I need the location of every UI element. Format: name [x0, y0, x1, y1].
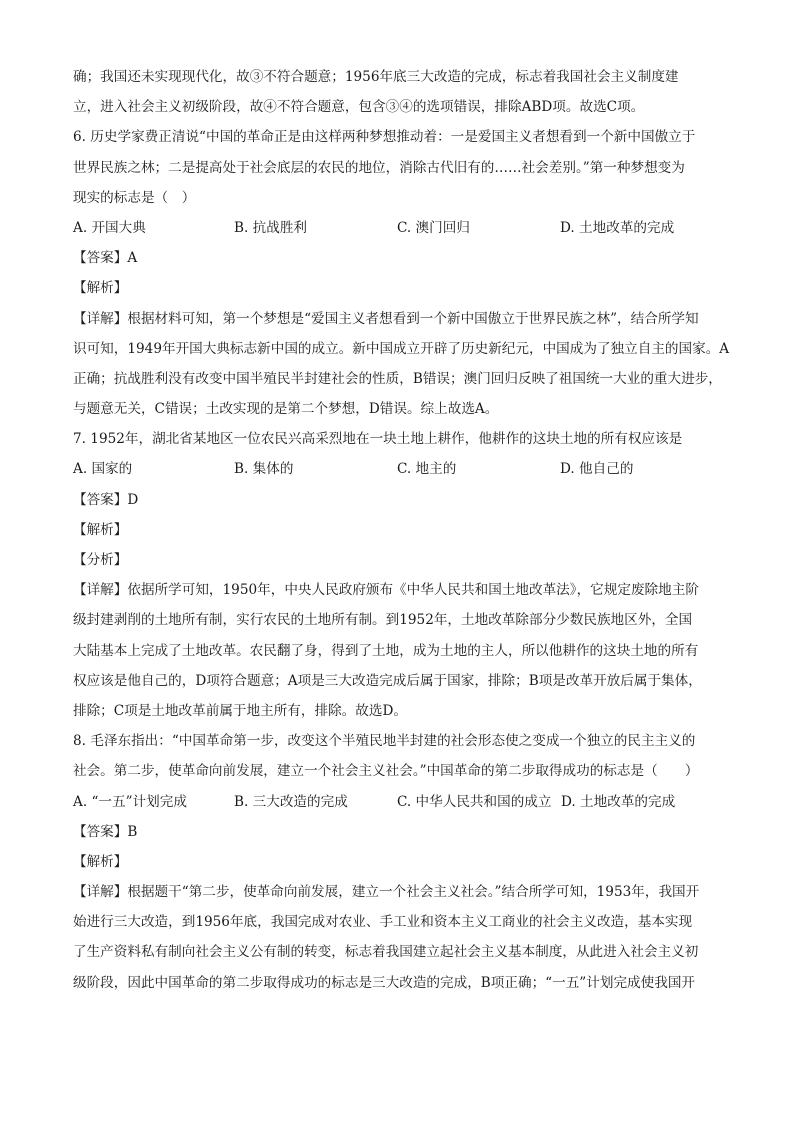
document-page: [73, 62, 753, 998]
option-a: A. “一五”计划完成: [73, 793, 187, 810]
option-a: A. 国家的: [73, 461, 133, 478]
option-b: B. 抗战胜利: [234, 219, 308, 236]
question-8-stem: 8. 毛泽东指出：“中国革命第一步，改变这个半殖民地半封建的社会形态使之变成一个独立的民主主义的: [73, 733, 696, 750]
question-7-options: [73, 454, 753, 484]
detail-line: 与题意无关，C错误；土改实现的是第二个梦想，D错误。综上故选A。: [73, 401, 499, 418]
detail-line: 识可知，1949年开国大典标志新中国的成立。新中国成立开辟了历史新纪元，中国成为了独立自主的国家。A: [73, 340, 730, 357]
detail-line: 正确；抗战胜利没有改变中国半殖民半封建社会的性质，B错误；澳门回归反映了祖国统一大业的重大进步，: [73, 370, 722, 387]
detail-line: 了生产资料私有制向社会主义公有制的转变，标志着我国建立起社会主义基本制度，从此进入社会主义初: [73, 944, 699, 961]
analysis-label: 【解析】: [73, 280, 128, 297]
detail-line: 级阶段，因此中国革命的第二步取得成功的标志是三大改造的完成，B项正确；“一五”计划完成使我国开: [73, 974, 696, 991]
question-8-options: [73, 787, 753, 817]
detail-line: 始进行三大改造，到1956年底，我国完成对农业、手工业和资本主义工商业的社会主义改造，基本实现: [73, 914, 693, 931]
option-c: C. 地主的: [397, 461, 457, 478]
detail-line: 权应该是他自己的，D项符合题意；A项是三大改造完成后属于国家，排除；B项是改革开放后属于集体，: [73, 672, 702, 689]
fenxi-label: 【分析】: [73, 552, 128, 568]
question-8-stem: 社会。第二步，使革命向前发展，建立一个社会主义社会。”中国革命的第二步取得成功的标志是（ ）: [73, 763, 699, 780]
option-c: C. 澳门回归: [397, 219, 470, 236]
detail-line: 【详解】根据题干“第二步，使革命向前发展，建立一个社会主义社会。”结合所学可知，1953年，我国开: [73, 884, 700, 901]
analysis-label: 【解析】: [73, 853, 128, 870]
detail-line: 大陆基本上完成了土地改革。农民翻了身，得到了土地，成为土地的主人，所以他耕作的这块土地的所有: [73, 642, 699, 659]
option-c: C. 中华人民共和国的成立: [397, 793, 552, 810]
text-line: 确；我国还未实现现代化，故③不符合题意；1956年底三大改造的完成，标志着我国社会主义制度建: [73, 69, 679, 85]
answer-label: 【答案】D: [73, 491, 139, 508]
option-b: B. 三大改造的完成: [234, 793, 348, 810]
option-d: D. 他自己的: [560, 461, 634, 478]
detail-line: 级封建剥削的土地所有制，实行农民的土地所有制。到1952年，土地改革除部分少数民族地区外，全国: [73, 612, 693, 629]
answer-label: 【答案】B: [73, 823, 138, 840]
question-6-stem: 6. 历史学家费正清说“中国的革命正是由这样两种梦想推动着：一是爱国主义者想看到一个新中国傲立于: [73, 129, 696, 146]
detail-line: 【详解】依据所学可知，1950年，中央人民政府颁布《中华人民共和国土地改革法》，它规定废除地主阶: [73, 582, 699, 599]
option-a: A. 开国大典: [73, 219, 146, 236]
question-6-stem: 世界民族之林；二是提高处于社会底层的农民的地位，消除古代旧有的……社会差别。”第一种梦想变为: [73, 159, 685, 176]
question-7-stem: 7. 1952年，湖北省某地区一位农民兴高采烈地在一块土地上耕作，他耕作的这块土地的所有权应该是: [73, 431, 683, 448]
answer-label: 【答案】A: [73, 250, 138, 267]
detail-line: 排除；C项是土地改革前属于地主所有，排除。故选D。: [73, 702, 407, 719]
question-6-options: [73, 213, 753, 243]
option-b: B. 集体的: [234, 461, 294, 478]
option-d: D. 土地改革的完成: [561, 793, 676, 810]
analysis-label: 【解析】: [73, 521, 128, 538]
question-6-stem: 现实的标志是（ ）: [73, 189, 196, 206]
option-d: D. 土地改革的完成: [560, 219, 675, 236]
text-line: 立，进入社会主义初级阶段，故④不符合题意，包含③④的选项错误，排除ABD项。故选C项。: [73, 99, 645, 116]
detail-line: 【详解】根据材料可知，第一个梦想是“爱国主义者想看到一个新中国傲立于世界民族之林”，结合所学知: [73, 310, 699, 327]
